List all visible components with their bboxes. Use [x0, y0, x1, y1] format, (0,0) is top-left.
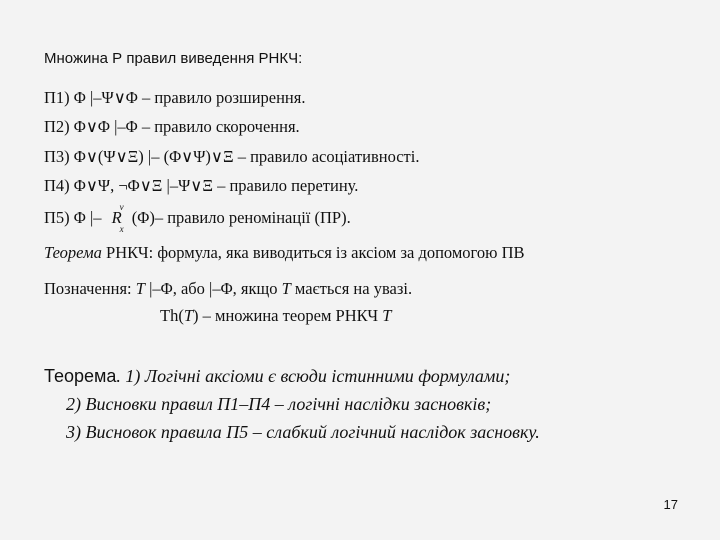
- theorem-item-2: 2) Висновки правил П1–П4 – логічні наслідки засновків;: [66, 394, 492, 414]
- theorem-item-3: 3) Висновок правила П5 – слабкий логічний наслідок засновку.: [66, 422, 540, 442]
- rules-heading: Множина Р правил виведення РНКЧ:: [44, 50, 303, 67]
- notation-T2: T: [281, 279, 291, 298]
- rule-p5-arg: (Φ): [131, 208, 155, 227]
- rule-p5: [44, 202, 351, 234]
- theorem-definition-text: РНКЧ: формула, яка виводиться із аксіом за допомогою ПВ: [101, 243, 525, 262]
- rule-p2: П2) Φ∨Φ |–Φ – правило скорочення.: [44, 117, 300, 136]
- notation2-T2: T: [382, 306, 392, 325]
- renomination-symbol: [106, 202, 128, 234]
- rule-p1: П1) Φ |–Ψ∨Φ – правило розширення.: [44, 88, 306, 107]
- theorem-line-1: [44, 362, 540, 390]
- page-number: 17: [663, 497, 678, 512]
- renomination-symbol-letter: R: [111, 208, 122, 227]
- rule-p4: П4) Φ∨Ψ, ¬Φ∨Ξ |–Ψ∨Ξ – правило перетину.: [44, 176, 359, 195]
- rule-p5-suffix: – правило реномінації (ПР).: [154, 208, 351, 227]
- theorem-item-1: . 1) Логічні аксіоми є всюди істинними формулами;: [116, 366, 511, 386]
- theorem-definition: [44, 243, 525, 263]
- notation2-text-a: Th(: [160, 306, 184, 325]
- rule-p5-prefix: П5) Φ |–: [44, 208, 102, 227]
- renomination-sup: v: [119, 202, 124, 212]
- notation-T: T: [135, 279, 145, 298]
- notation2-text-b: ) – множина теорем РНКЧ: [193, 306, 383, 325]
- rule-p3: П3) Φ∨(Ψ∨Ξ) |– (Φ∨Ψ)∨Ξ – правило асоціативності.: [44, 147, 420, 166]
- notation-line-1: [44, 279, 412, 299]
- notation2-T: T: [183, 306, 194, 325]
- theorem-term: Теорема: [44, 243, 102, 262]
- notation-text-c: мається на увазі.: [290, 279, 413, 298]
- notation-label: Позначення:: [44, 279, 136, 298]
- notation-line-2: [160, 306, 391, 326]
- renomination-sub: x: [119, 224, 124, 234]
- theorem-block: [44, 362, 540, 446]
- theorem-title: Теорема: [44, 366, 117, 386]
- notation-text-b: |–Φ, або |–Φ, якщо: [144, 279, 282, 298]
